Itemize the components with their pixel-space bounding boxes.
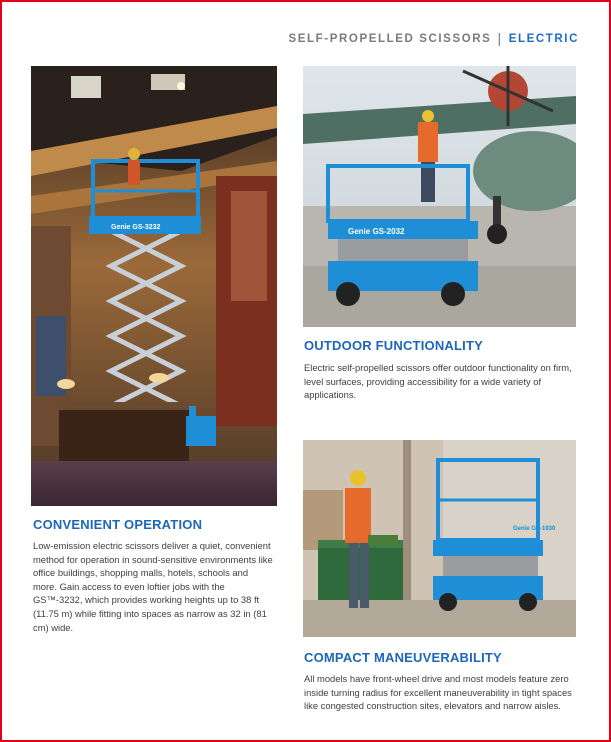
lobby-lift-label: Genie GS-3232	[111, 224, 161, 231]
outdoor-lift-label: Genie GS-2032	[348, 227, 405, 236]
convenient-operation-body: Low-emission electric scissors deliver a quiet, convenient method for operation in sound-sensitive environments like office buildings, shopping malls, hotels, schools and more. Gain access to even loftier jobs with the GS™-3232, which provides working heights up to 38 ft (11.75 m) while fitting into spaces as narrow as 32 in (81 cm) wide.	[33, 540, 273, 633]
page-header	[289, 29, 580, 45]
header-category: SELF-PROPELLED SCISSORS	[288, 33, 492, 45]
outdoor-functionality-title: OUTDOOR FUNCTIONALITY	[304, 338, 483, 353]
convenient-operation-title: CONVENIENT OPERATION	[33, 517, 203, 532]
compact-maneuverability-title: COMPACT MANEUVERABILITY	[304, 650, 502, 665]
header-separator: |	[497, 30, 503, 46]
compact-maneuverability-body: All models have front-wheel drive and most models feature zero inside turning radius for excellent maneuverability in tight spaces like congested construction sites, elevators and narrow aisles.	[304, 673, 572, 712]
outdoor-lift-photo	[303, 66, 576, 327]
compact-lift-photo	[303, 440, 576, 637]
outdoor-functionality-body: Electric self-propelled scissors offer outdoor functionality on firm, level surfaces, providing accessibility for a wide variety of applications.	[304, 362, 572, 401]
compact-lift-label: Genie GS-1930	[513, 526, 556, 532]
header-subcategory: ELECTRIC	[508, 33, 579, 45]
lobby-lift-photo	[31, 66, 277, 506]
